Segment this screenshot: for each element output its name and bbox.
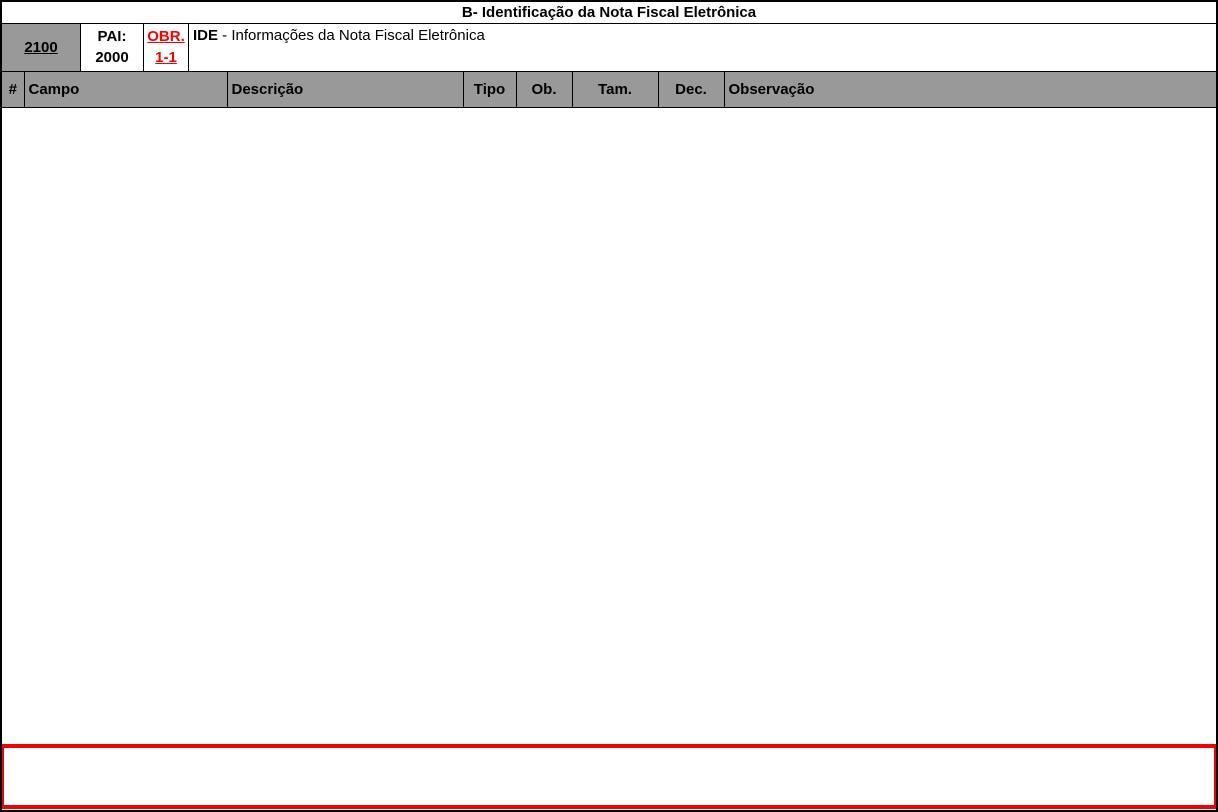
obr-value: 1-1 [155,49,177,66]
obr-label: OBR. [147,28,185,45]
fields-table [2,72,1216,108]
col-header-dec: Dec. [658,72,724,107]
pai-value: 2000 [95,49,129,66]
col-header-tam: Tam. [572,72,658,107]
table-header [2,72,1216,107]
col-header-tipo: Tipo [463,72,516,107]
col-header-num: # [2,72,24,107]
col-header-observacao: Observação [724,72,1216,107]
group-pai [81,24,144,71]
pai-label: PAI: [97,28,127,45]
group-abbr: IDE [193,27,219,44]
group-obr-link[interactable] [144,24,189,71]
col-header-campo: Campo [24,72,227,107]
row-highlight-border [0,744,1218,809]
group-info-row [2,24,1216,72]
group-name-rest: - Informações da Nota Fiscal Eletrônica [218,27,485,44]
section-title: B- Identificação da Nota Fiscal Eletrônica [2,2,1216,24]
group-id-link[interactable]: 2100 [2,24,81,71]
col-header-ob: Ob. [516,72,572,107]
group-name [189,24,1216,71]
col-header-descricao: Descrição [227,72,463,107]
